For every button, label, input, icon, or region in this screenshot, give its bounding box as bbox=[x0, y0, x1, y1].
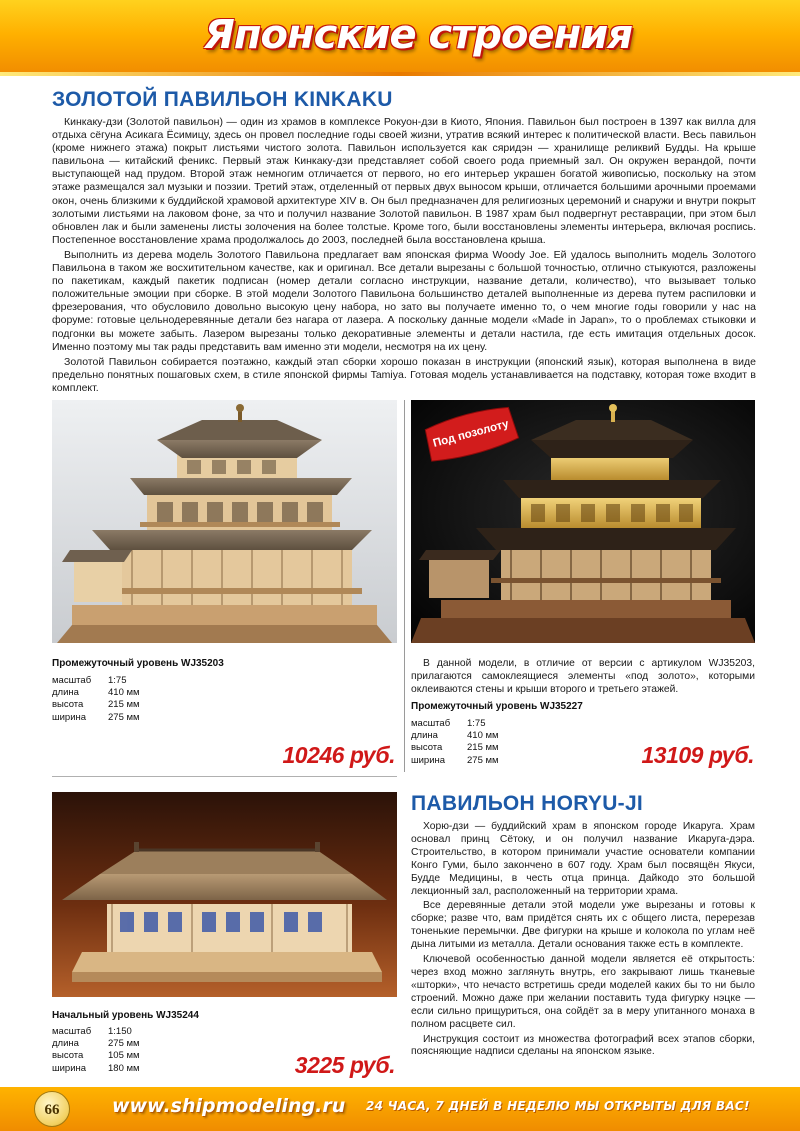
spec-key: длина bbox=[411, 730, 438, 742]
page-header bbox=[0, 0, 800, 76]
spec-value: 1:75 bbox=[108, 675, 127, 686]
kinkaku-wood-photo bbox=[52, 400, 397, 643]
site-url-link[interactable]: www.shipmodeling.ru bbox=[112, 1095, 346, 1117]
spec-key: высота bbox=[411, 742, 443, 754]
spec-table-wj35227 bbox=[411, 718, 499, 767]
spec-key: масштаб bbox=[52, 675, 92, 686]
section-title-horyuji: ПАВИЛЬОН HORYU-JI bbox=[411, 792, 644, 815]
spec-value: 275 мм bbox=[108, 711, 140, 723]
article-horyuji bbox=[411, 821, 755, 1061]
spec-key: высота bbox=[52, 1050, 84, 1062]
product-level-wj35203: Промежуточный уровень WJ35203 bbox=[52, 658, 224, 669]
spec-value: 215 мм bbox=[467, 742, 499, 754]
section-title-kinkaku: ЗОЛОТОЙ ПАВИЛЬОН KINKAKU bbox=[52, 88, 393, 111]
spec-key: масштаб bbox=[411, 718, 451, 729]
spec-value: 1:75 bbox=[467, 718, 486, 729]
badge-text: Под позолоту bbox=[431, 418, 511, 450]
paragraph: Хорю-дзи — буддийский храм в японском городе Икаруга. Храм основал принц Сётоку, и он получил название Икаруга-дэра. Строительство, в котором принимали участие основатели компании Конго Гуми, было закончено в 607 году. Храм был посвящён Якуси, Будде Медицины, в честь отца принца. Дайкодо это большой лекционный зал, расположенный на территории храма. bbox=[411, 821, 755, 897]
paragraph: Инструкция состоит из множества фотографий всех этапов сборки, поясняющие надписи сделаны на японском языке. bbox=[411, 1033, 755, 1058]
horyuji-photo bbox=[52, 792, 397, 997]
product-description-wj35227 bbox=[411, 657, 755, 698]
footer-slogan: 24 ЧАСА, 7 ДНЕЙ В НЕДЕЛЮ МЫ ОТКРЫТЫ ДЛЯ ВАС! bbox=[366, 1099, 750, 1113]
row-divider-left bbox=[52, 776, 397, 777]
page-number: 66 bbox=[34, 1091, 70, 1127]
paragraph: Золотой Павильон собирается поэтажно, каждый этап сборки хорошо показан в инструкции (японский язык), которая выполнена в виде предельно понятных пошаговых схем, в стиле японской фирмы Tamiya. Готовая модель устанавливается на подставку, которая тоже входит в комплект. bbox=[52, 355, 756, 394]
paragraph: В данной модели, в отличие от версии с артикулом WJ35203, прилагаются самоклеящиеся элементы «под золото», которыми оклеиваются стены и крыши второго и третьего этажей. bbox=[411, 658, 755, 696]
spec-value: 410 мм bbox=[467, 730, 499, 742]
product-level-wj35227: Промежуточный уровень WJ35227 bbox=[411, 701, 583, 712]
price-wj35227: 13109 руб. bbox=[641, 742, 754, 768]
paragraph: Ключевой особенностью данной модели является её открытость: через вход можно заглянуть внутрь, его закрывают лишь тканевые «шторки», что нечасто встретишь среди моделей каких бы то ни было строений. Можно даже при желании поставить туда фигурку нэцке — если сильно прищуриться, она сойдёт за в меру упитанного монаха в полном расцвете сил. bbox=[411, 954, 755, 1030]
spec-value: 410 мм bbox=[108, 687, 140, 699]
spec-table-wj35203 bbox=[52, 675, 140, 724]
spec-key: масштаб bbox=[52, 1026, 92, 1037]
price-wj35244: 3225 руб. bbox=[294, 1052, 395, 1078]
spec-value: 105 мм bbox=[108, 1050, 140, 1062]
paragraph: Все деревянные детали этой модели уже вырезаны и готовы к сборке; разве что, вам придётся снять их с общего листа, перерезав тоненькие перемычки. Две фигурки на крыше и колокола по углам неё дына литыми из металла. Детали основания также есть в комплекте. bbox=[411, 900, 755, 951]
spec-key: ширина bbox=[411, 754, 446, 766]
spec-key: ширина bbox=[52, 1062, 87, 1074]
spec-key: высота bbox=[52, 699, 84, 711]
spec-key: длина bbox=[52, 687, 79, 699]
spec-value: 275 мм bbox=[108, 1038, 140, 1050]
spec-value: 1:150 bbox=[108, 1026, 132, 1037]
spec-value: 180 мм bbox=[108, 1062, 140, 1074]
spec-value: 215 мм bbox=[108, 699, 140, 711]
paragraph: Кинкаку-дзи (Золотой павильон) — один из храмов в комплексе Рокуон-дзи в Киото, Япония. Павильон был построен в 1397 как вилла для отдыха сёгуна Асикага Ёсимицу, здесь он провел последние годы своей жизни, утратив всякий интерес к политической власти. Весь павильон (кроме нижнего этажа) покрыт листьями чистого золота. Павильон используется как сяридэн — хранилище реликвий Будды. На крыше павильона — китайский феникс. Первый этаж Кинкаку-дзи представляет собой своего рода приемный зал. Он окружен верандой, почти выступающей над прудом. Второй этаж немногим отличается от первого, но его интерьер украшен богатой живописью, поскольку на этом этаже размещался зал музыки и поэзии. Третий этаж, отделенный от первых двух выносом крыши, отличается большими арочными проемами окон, очень близкими к буддийской храмовой архитектуре XIV в. Он был предназначен для религиозных церемоний и снаружи и внутри покрыт золотыми листьями на лаковом фоне, за что и получил название Золотой павильон. В 1987 храм был подвергнут реставрации, при этом был обновлен лак и были заменены листы золочения на более толстые. Кроме того, были восстановлены элементы интерьера, включая роспись. Постепенное восстановление храма продолжалось до 2003, последней была восстановлена крыша. bbox=[52, 116, 756, 246]
spec-value: 275 мм bbox=[467, 754, 499, 766]
column-divider bbox=[404, 400, 405, 772]
spec-key: длина bbox=[52, 1038, 79, 1050]
product-level-wj35244: Начальный уровень WJ35244 bbox=[52, 1010, 199, 1021]
paragraph: Выполнить из дерева модель Золотого Павильона предлагает вам японская фирма Woody Joe. Ей удалось выполнить модель Золотого Павильона в таком же восхитительном качестве, как и оригинал. Все детали вырезаны с большой точностью, отлично стыкуются, разложены по пакетикам, каждый пакетик подписан (номер детали согласно инструкции, название детали, количество), что вызывает только положительные эмоции при сборке. В этой модели Золотого Павильона большинство деталей выполненные из дерева путем распиловки и фрезерования, что обусловило довольно высокую цену набора, но зато вы получаете именно то, о чем многие годы говорили у нас на форуме: готовые цельнодеревянные детали без нагара от лазера. А поскольку данные модели «Made in Japan», то о проблемах стыковки и подгонки вы можете забыть. Лазером вырезаны только декоративные элементы и детали настила, где есть имитация отдельных досок. Именно поэтому мы так рады представить вам именно эти модели, несмотря на их цену. bbox=[52, 248, 756, 353]
spec-table-wj35244 bbox=[52, 1026, 140, 1075]
page-title: Японские строения bbox=[204, 12, 632, 58]
spec-key: ширина bbox=[52, 711, 87, 723]
price-wj35203: 10246 руб. bbox=[282, 742, 395, 768]
article-kinkaku bbox=[52, 116, 756, 397]
